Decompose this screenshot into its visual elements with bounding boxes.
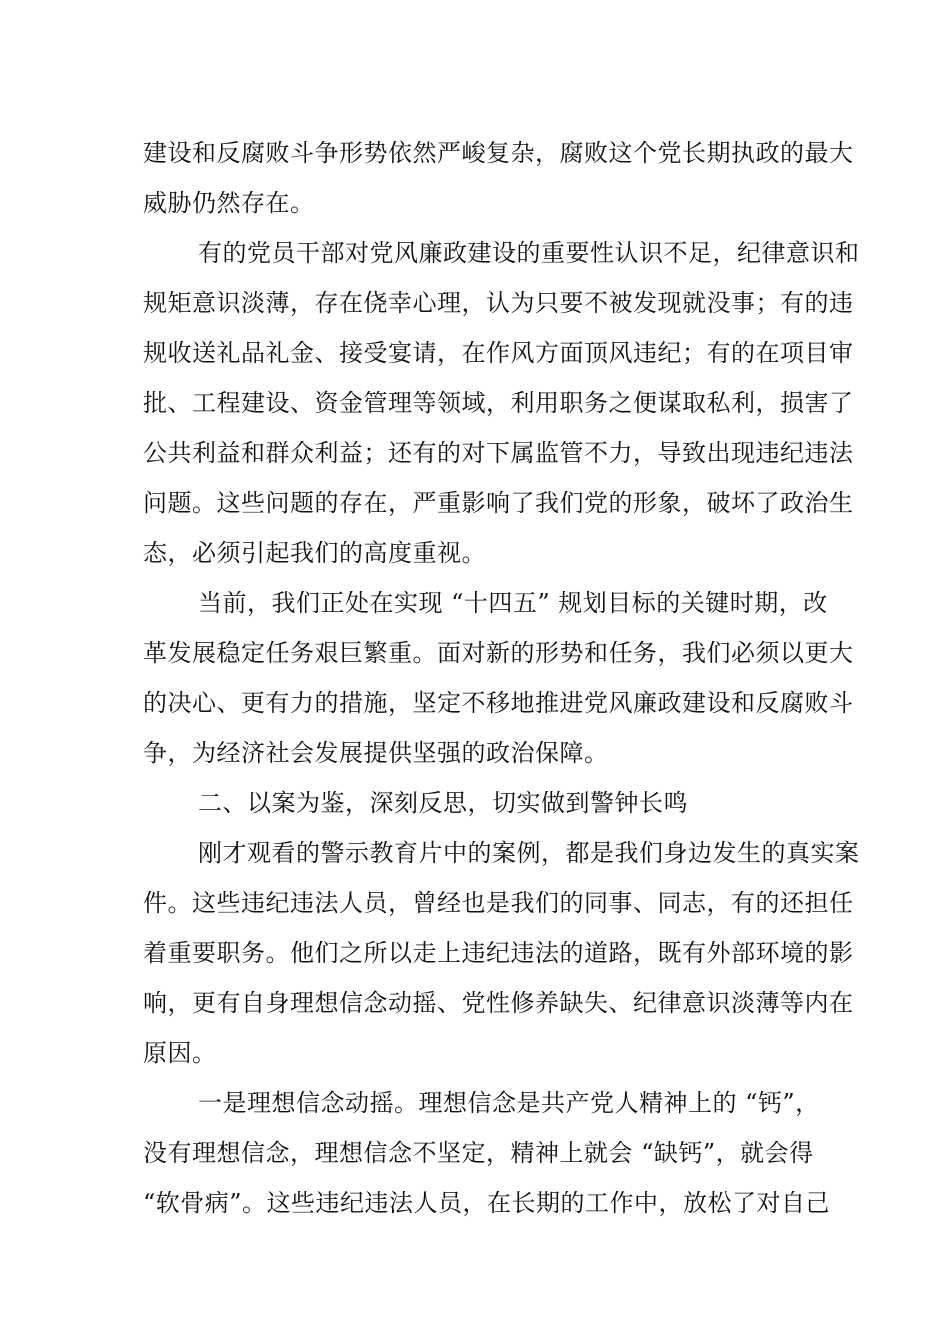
text-line: 响，更有自身理想信念动摇、党性修养缺失、纪律意识淡薄等内在 xyxy=(143,989,854,1017)
text-line: “软骨病”。这些违纪违法人员，在长期的工作中，放松了对自己 xyxy=(143,1189,831,1217)
section-heading: 二、以案为鉴，深刻反思，切实做到警钟长鸣 xyxy=(198,789,688,817)
text-line: 有的党员干部对党风廉政建设的重要性认识不足，纪律意识和 xyxy=(198,239,860,267)
text-line: 的决心、更有力的措施，坚定不移地推进党风廉政建设和反腐败斗 xyxy=(143,689,854,717)
text-line: 没有理想信念，理想信念不坚定，精神上就会 “缺钙”，就会得 xyxy=(143,1139,814,1167)
text-line: 一是理想信念动摇。理想信念是共产党人精神上的 “钙”， xyxy=(198,1089,820,1117)
text-line: 着重要职务。他们之所以走上违纪违法的道路，既有外部环境的影 xyxy=(143,939,854,967)
text-line: 公共利益和群众利益；还有的对下属监管不力，导致出现违纪违法 xyxy=(143,439,854,467)
text-line: 规收送礼品礼金、接受宴请，在作风方面顶风违纪；有的在项目审 xyxy=(143,339,854,367)
text-line: 问题。这些问题的存在，严重影响了我们党的形象，破坏了政治生 xyxy=(143,489,854,517)
text-line: 威胁仍然存在。 xyxy=(143,189,315,217)
text-line: 态，必须引起我们的高度重视。 xyxy=(143,539,486,567)
text-line: 革发展稳定任务艰巨繁重。面对新的形势和任务，我们必须以更大 xyxy=(143,639,854,667)
text-line: 当前，我们正处在实现 “十四五” 规划目标的关键时期，改 xyxy=(198,589,828,617)
text-line: 件。这些违纪违法人员，曾经也是我们的同事、同志，有的还担任 xyxy=(143,889,854,917)
text-line: 争，为经济社会发展提供坚强的政治保障。 xyxy=(143,739,609,767)
text-line: 原因。 xyxy=(143,1039,217,1067)
text-line: 刚才观看的警示教育片中的案例，都是我们身边发生的真实案 xyxy=(198,839,860,867)
text-line: 规矩意识淡薄，存在侥幸心理，认为只要不被发现就没事；有的违 xyxy=(143,289,854,317)
text-line: 建设和反腐败斗争形势依然严峻复杂，腐败这个党长期执政的最大 xyxy=(143,139,854,167)
text-line: 批、工程建设、资金管理等领域，利用职务之便谋取私利，损害了 xyxy=(143,389,854,417)
